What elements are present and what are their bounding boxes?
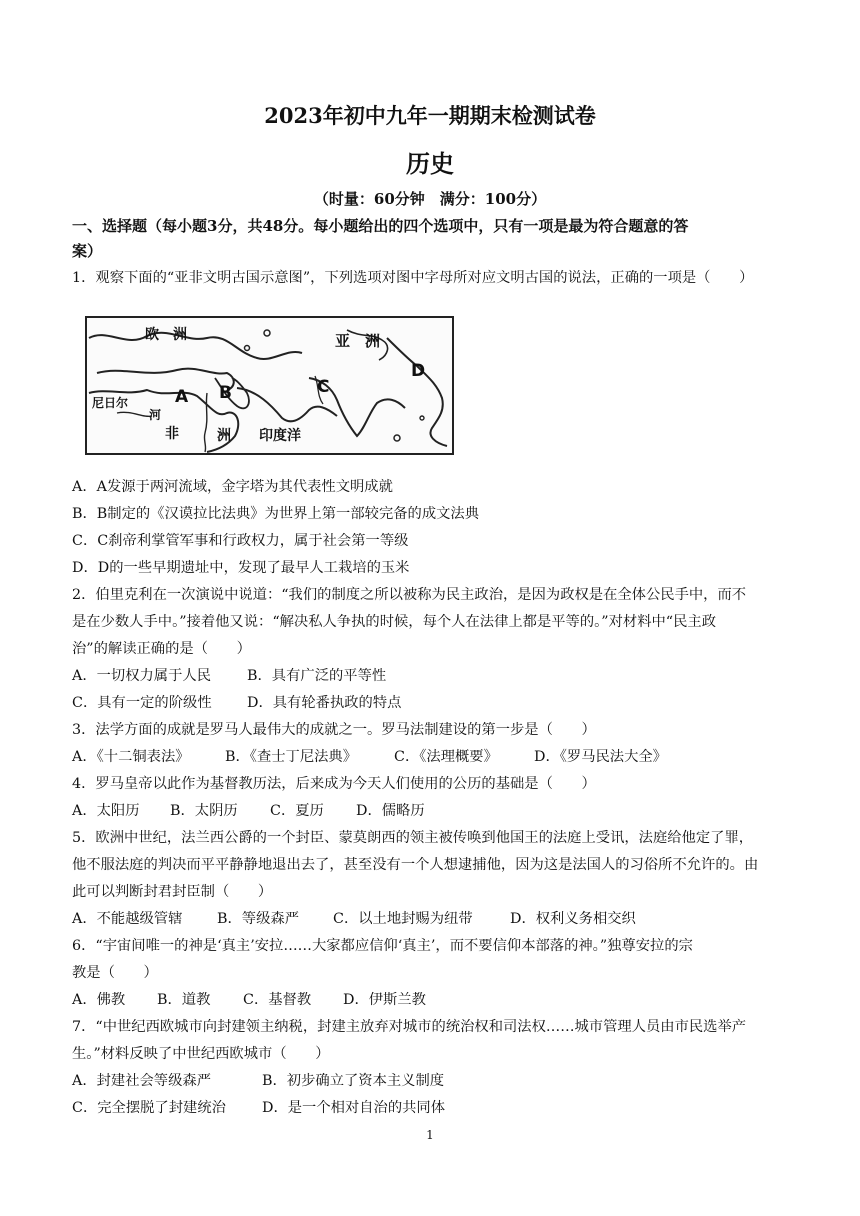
map-label-nile: 尼日尔 xyxy=(92,396,129,410)
q1-option-b: B．B制定的《汉谟拉比法典》为世界上第一部较完备的成文法典 xyxy=(72,506,480,522)
island-4 xyxy=(420,416,424,420)
q6-option-b: B．道教 xyxy=(157,992,211,1008)
map-figure xyxy=(87,318,452,453)
q7-options-row-2 xyxy=(72,1098,792,1118)
q3-stem: 3．法学方面的成就是罗马人最伟大的成就之一。罗马法制建设的第一步是（ ） xyxy=(72,722,596,738)
q4-option-a: A．太阳历 xyxy=(72,803,140,819)
q4-option-b: B．太阴历 xyxy=(170,803,238,819)
q6-option-a: A．佛教 xyxy=(72,992,126,1008)
q2-stem-line-1: 2．伯里克利在一次演说中说道：“我们的制度之所以被称为民主政治，是因为政权是在全体公民手中，而不 xyxy=(72,587,747,603)
q6-option-c: C．基督教 xyxy=(243,992,312,1008)
q7-option-b: B．初步确立了资本主义制度 xyxy=(262,1073,445,1089)
map-label-europe: 欧 洲 xyxy=(145,327,187,343)
asia-africa-map xyxy=(85,316,454,455)
q3-option-c: C．《法理概要》 xyxy=(394,749,498,765)
q5-stem-line-1: 5．欧洲中世纪，法兰西公爵的一个封臣、蒙莫朗西的领主被传唤到他国王的法庭上受讯，法庭给他定了罪， xyxy=(72,830,754,846)
q1-stem: 1．观察下面的“亚非文明古国示意图”，下列选项对图中字母所对应文明古国的说法，正确的一项是（ ） xyxy=(72,270,754,286)
q5-stem-line-2: 他不服法庭的判决而平平静静地退出去了，甚至没有一个人想逮捕他，因为这是法国人的习俗所不允许的。由 xyxy=(72,857,759,873)
q7-option-c: C．完全摆脱了封建统治 xyxy=(72,1100,226,1116)
q3-option-b: B．《查士丁尼法典》 xyxy=(225,749,358,765)
q1-option-d: D．D的一些早期遗址中，发现了最早人工栽培的玉米 xyxy=(72,560,410,576)
q5-option-d: D．权利义务相交织 xyxy=(510,911,636,927)
map-letter-b: B xyxy=(219,383,232,403)
q7-option-a: A．封建社会等级森严 xyxy=(72,1073,211,1089)
niger-river xyxy=(117,412,152,416)
exam-meta: （时量：60分钟 满分：100分） xyxy=(313,190,547,208)
q1-option-a: A．A发源于两河流域，金字塔为其代表性文明成就 xyxy=(72,479,393,495)
q5-option-b: B．等级森严 xyxy=(217,911,299,927)
q5-stem-line-3: 此可以判断封君封臣制（ ） xyxy=(72,884,273,900)
q2-option-a: A．一切权力属于人民 xyxy=(72,668,211,684)
q4-options-row xyxy=(72,801,792,821)
page-number: 1 xyxy=(426,1128,434,1142)
q2-stem-line-3: 治”的解读正确的是（ ） xyxy=(72,641,251,657)
q3-option-a: A．《十二铜表法》 xyxy=(72,749,190,765)
q3-option-d: D．《罗马民法大全》 xyxy=(534,749,667,765)
map-label-africa-2: 洲 xyxy=(217,428,231,444)
q7-stem-line-1: 7．“中世纪西欧城市向封建领主纳税，封建主放弃对城市的统治权和司法权……城市管理人员由市民选举产 xyxy=(72,1019,747,1035)
q6-options-row xyxy=(72,990,792,1010)
island-3 xyxy=(394,435,400,441)
asia-east-coast xyxy=(387,338,447,446)
section-heading-line-1: 一、选择题（每小题3分，共48分。每小题给出的四个选项中，只有一项是最为符合题意的答 xyxy=(72,217,689,235)
q4-option-d: D．儒略历 xyxy=(356,803,425,819)
island-1 xyxy=(264,330,270,336)
island-2 xyxy=(245,346,250,351)
europe-coast xyxy=(89,333,302,359)
q2-stem-line-2: 是在少数人手中。”接着他又说：“解决私人争执的时候，每个人在法律上都是平等的。”对材料中“民主政 xyxy=(72,614,716,630)
q5-options-row xyxy=(72,909,792,929)
map-letter-a: A xyxy=(175,387,189,407)
q2-option-c: C．具有一定的阶级性 xyxy=(72,695,212,711)
q7-options-row-1 xyxy=(72,1071,792,1091)
q2-options-row-2 xyxy=(72,693,792,713)
q2-option-d: D．具有轮番执政的特点 xyxy=(247,695,402,711)
q2-options-row-1 xyxy=(72,666,792,686)
q6-option-d: D．伊斯兰教 xyxy=(343,992,426,1008)
map-letter-c: C xyxy=(317,377,330,397)
q4-option-c: C．夏历 xyxy=(270,803,324,819)
q6-stem-line-2: 教是（ ） xyxy=(72,965,158,981)
map-letter-d: D xyxy=(411,361,426,381)
section-heading-line-2: 案） xyxy=(72,242,103,260)
map-label-asia: 亚 洲 xyxy=(335,332,381,350)
map-label-indian-ocean: 印度洋 xyxy=(259,428,301,444)
subject-title: 历史 xyxy=(406,149,454,178)
q4-stem: 4．罗马皇帝以此作为基督教历法，后来成为今天人们使用的公历的基础是（ ） xyxy=(72,776,596,792)
q7-stem-line-2: 生。”材料反映了中世纪西欧城市（ ） xyxy=(72,1046,330,1062)
q6-stem-line-1: 6．“宇宙间唯一的神是‘真主’安拉……大家都应信仰‘真主’，而不要信仰本部落的神。”独尊安拉的宗 xyxy=(72,938,693,954)
q5-option-c: C．以土地封赐为纽带 xyxy=(333,911,473,927)
q5-option-a: A．不能越级管辖 xyxy=(72,911,183,927)
map-label-africa-1: 非 xyxy=(165,426,179,442)
map-label-river: 河 xyxy=(149,408,162,422)
q1-option-c: C．C刹帝利掌管军事和行政权力，属于社会第一等级 xyxy=(72,533,409,549)
q2-option-b: B．具有广泛的平等性 xyxy=(247,668,387,684)
mediterranean-coast xyxy=(97,369,234,390)
q3-options-row xyxy=(72,747,792,767)
q7-option-d: D．是一个相对自治的共同体 xyxy=(262,1100,446,1116)
exam-title: 2023年初中九年一期期末检测试卷 xyxy=(264,103,596,128)
